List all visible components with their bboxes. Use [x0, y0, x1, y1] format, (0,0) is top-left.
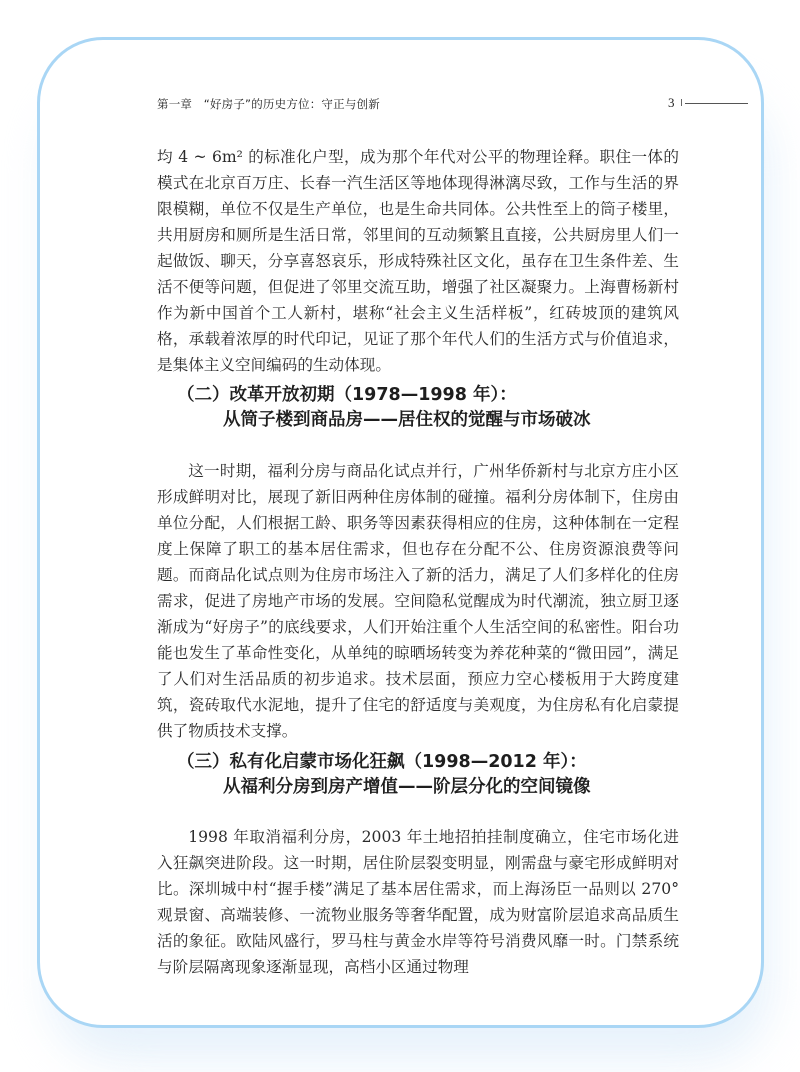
page-number: 3	[668, 95, 675, 110]
running-head	[157, 96, 757, 112]
section-heading-title: （二）改革开放初期（1978—1998 年）：	[177, 385, 517, 405]
paragraph-reform-era: 这一时期，福利分房与商品化试点并行，广州华侨新村与北京方庄小区形成鲜明对比，展现了新旧两种住房体制的碰撞。福利分房体制下，住房由单位分配，人们根据工龄、职务等因素获得相应的住房，这种体制在一定程度上保障了职工的基本居住需求，但也存在分配不公、住房资源浪费等问题。而商品化试点则为住房市场注入了新的活力，满足了人们多样化的住房需求，促进了房地产市场的发展。空间隐私觉醒成为时代潮流，独立厨卫逐渐成为“好房子”的底线要求，人们开始注重个人生活空间的私密性。阳台功能也发生了革命性变化，从单纯的晾晒场转变为养花种菜的“微田园”，满足了人们对生活品质的初步追求。技术层面，预应力空心楼板用于大跨度建筑，瓷砖取代水泥地，提升了住宅的舒适度与美观度，为住房私有化启蒙提供了物质技术支撑。	[157, 462, 679, 740]
header-rule	[685, 103, 748, 104]
chapter-title: 第一章 “好房子”的历史方位：守正与创新	[157, 97, 380, 111]
section-heading-reform-era	[177, 383, 657, 433]
paragraph-collective-era: 均 4 ~ 6m² 的标准化户型，成为那个年代对公平的物理诠释。职住一体的模式在北京百万庄、长春一汽生活区等地体现得淋漓尽致，工作与生活的界限模糊，单位不仅是生产单位，也是生命共同体。公共性至上的筒子楼里，共用厨房和厕所是生活日常，邻里间的互动频繁且直接，公共厨房里人们一起做饭、聊天，分享喜怒哀乐，形成特殊社区文化，虽存在卫生条件差、生活不便等问题，但促进了邻里交流互助，增强了社区凝聚力。上海曹杨新村作为新中国首个工人新村，堪称“社会主义生活样板”，红砖坡顶的建筑风格，承载着浓厚的时代印记，见证了那个年代人们的生活方式与价值追求，是集体主义空间编码的生动体现。	[157, 148, 679, 374]
section-heading-privatization-era	[177, 750, 657, 800]
section-heading-subtitle: 从福利分房到房产增值——阶层分化的空间镜像	[223, 777, 591, 797]
paragraph-privatization-era: 1998 年取消福利分房，2003 年土地招拍挂制度确立，住宅市场化进入狂飙突进阶段。这一时期，居住阶层裂变明显，刚需盘与豪宅形成鲜明对比。深圳城中村“握手楼”满足了基本居住需求，而上海汤臣一品则以 270° 观景窗、高端装修、一流物业服务等奢华配置，成为财富阶层追求高品质生活的象征。欧陆风盛行，罗马柱与黄金水岸等符号消费风靡一时。门禁系统与阶层隔离现象逐渐显现，高档小区通过物理	[157, 828, 679, 976]
section-heading-title: （三）私有化启蒙市场化狂飙（1998—2012 年）：	[177, 752, 587, 772]
section-heading-subtitle: 从筒子楼到商品房——居住权的觉醒与市场破冰	[223, 410, 591, 430]
